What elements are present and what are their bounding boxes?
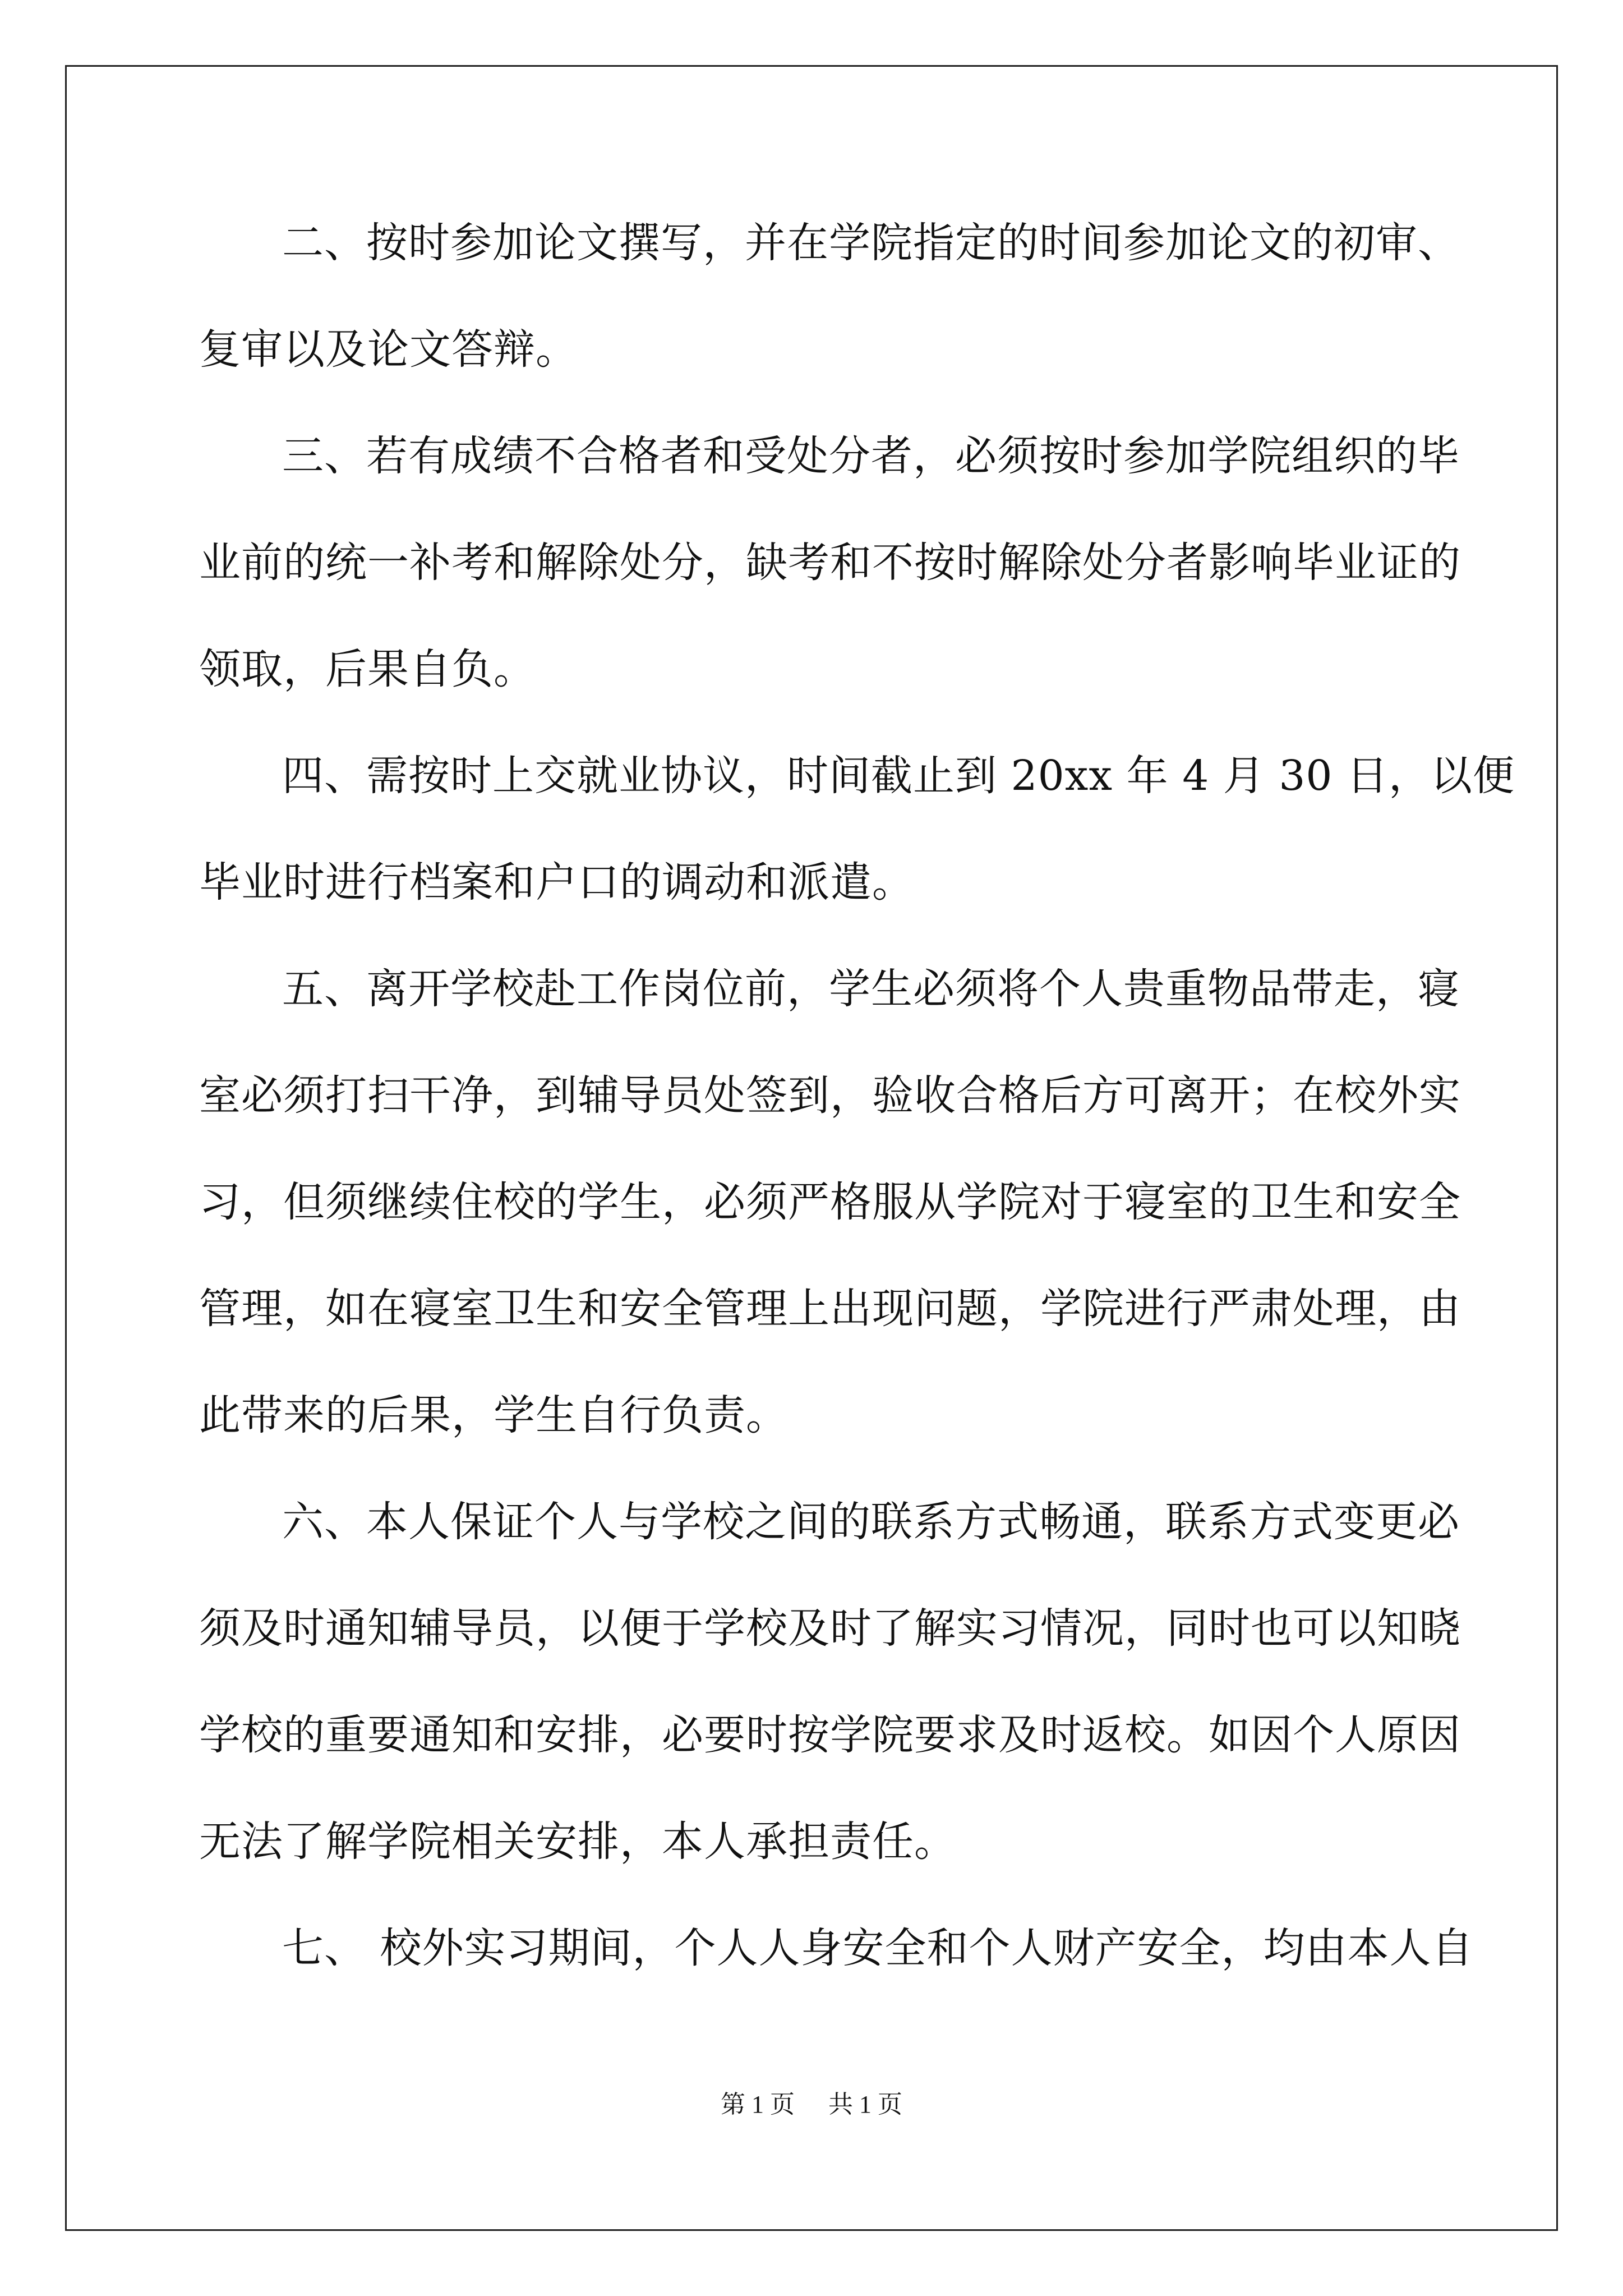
paragraph-first-line: 三、若有成绩不合格者和受处分者，必须按时参加学院组织的毕 <box>282 432 1460 480</box>
paragraph-line: 无法了解学院相关安排，本人承担责任。 <box>199 1818 956 1866</box>
document-body <box>199 190 1515 2001</box>
paragraph-line: 学校的重要通知和安排，必要时按学院要求及时返校。如因个人原因 <box>199 1711 1461 1759</box>
paragraph-line: 管理，如在寝室卫生和安全管理上出现问题，学院进行严肃处理，由 <box>199 1285 1461 1333</box>
paragraph-first-line: 七、 校外实习期间，个人人身安全和个人财产安全，均由本人自 <box>282 1924 1474 1972</box>
page-number: 第 1 页 <box>721 2091 795 2118</box>
paragraph-first-line: 二、按时参加论文撰写，并在学院指定的时间参加论文的初审、 <box>282 219 1460 267</box>
paragraph-line: 须及时通知辅导员，以便于学校及时了解实习情况，同时也可以知晓 <box>199 1604 1461 1653</box>
paragraph-line: 毕业时进行档案和户口的调动和派遣。 <box>199 858 914 907</box>
paragraph-first-line: 六、本人保证个人与学校之间的联系方式畅通，联系方式变更必 <box>282 1498 1460 1546</box>
paragraph-line: 复审以及论文答辩。 <box>199 325 578 374</box>
paragraph-line: 领取，后果自负。 <box>199 645 536 693</box>
paragraph-line: 室必须打扫干净，到辅导员处签到，验收合格后方可离开；在校外实 <box>199 1071 1461 1120</box>
paragraph-line: 习，但须继续住校的学生，必须严格服从学院对于寝室的卫生和安全 <box>199 1178 1461 1226</box>
paragraph-line: 业前的统一补考和解除处分，缺考和不按时解除处分者影响毕业证的 <box>199 539 1461 587</box>
paragraph-first-line: 四、需按时上交就业协议，时间截止到 20xx 年 4 月 30 日，以便 <box>282 752 1515 800</box>
paragraph-first-line: 五、离开学校赴工作岗位前，学生必须将个人贵重物品带走，寝 <box>282 965 1460 1013</box>
page-footer <box>0 2088 1623 2122</box>
paragraph-line: 此带来的后果，学生自行负责。 <box>199 1391 788 1439</box>
page-total: 共 1 页 <box>828 2091 902 2118</box>
